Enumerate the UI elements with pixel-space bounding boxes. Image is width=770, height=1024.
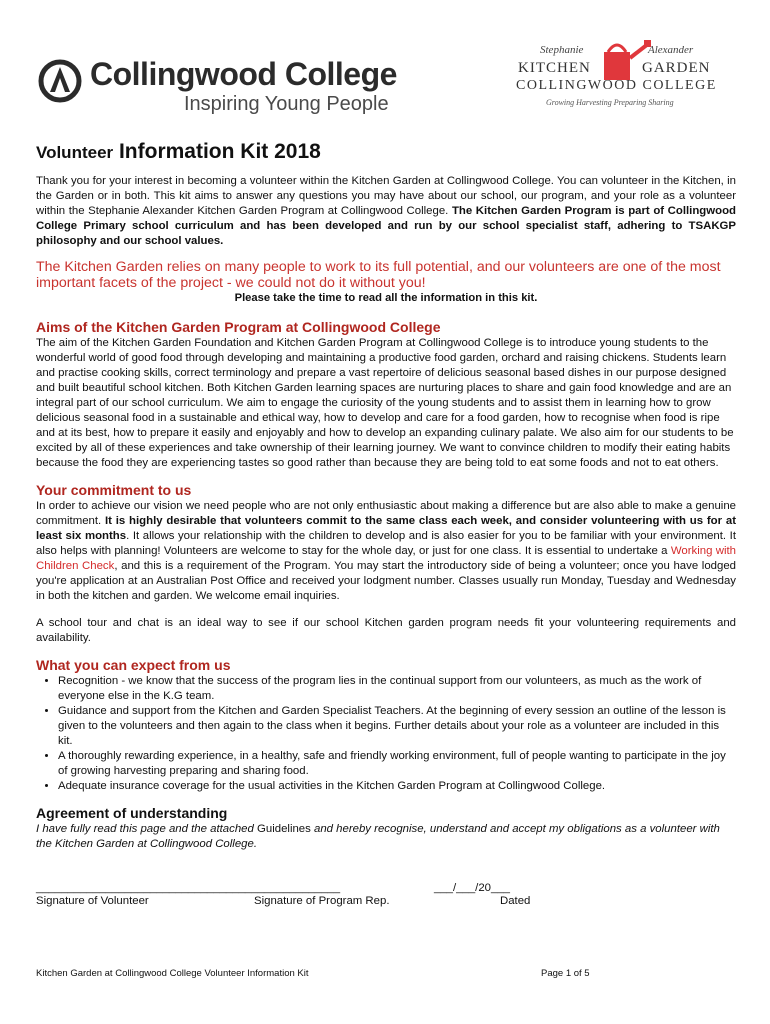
college-tagline: Inspiring Young People bbox=[184, 93, 389, 115]
aims-paragraph: The aim of the Kitchen Garden Foundation and Kitchen Garden Program at Collingwood College is to introduce young students to the wonderful world of good food through developing and maintaining a productive food garden, orchard and raising chickens. Students learn and practise cooking skills, correct terminology and prepare a vast repertoire of delicious seasonal based dishes in our purpose designed and built beautiful school kitchen. Both Kitchen Garden learning spaces are nurturing places to share and gain food knowledge and are an integral part of our school curriculum. We aim to engage the curiosity of the young students and to assist them in learning how to grow delicious seasonal food in a sustainable and ethical way, how to develop and care for a food garden, how to recognise when food is ripe and at its best, how to prepare it easily and enjoyably and how to develop an expanding culinary palate. We also aim for our students to be excited by all of these experiences and take ownership of their learning journey. We want to convince children to modify their eating habits because the food they are experiencing tastes so good rather than because they are being told to eat some foods and not to eat others. bbox=[36, 337, 734, 469]
kg-logo-motto: Growing Harvesting Preparing Sharing bbox=[546, 98, 674, 107]
highlight-statement: The Kitchen Garden relies on many people to work to its full potential, and our volunteers are one of the most important facets of the project - we could not do it without you! bbox=[36, 259, 721, 291]
aims-heading: Aims of the Kitchen Garden Program at Collingwood College bbox=[36, 319, 441, 335]
please-read-note: Please take the time to read all the information in this kit. bbox=[234, 292, 538, 304]
intro-text: Thank you for your interest in becoming a volunteer within the Kitchen Garden at Collingwood College. You can volunteer in the Kitchen, in the Garden or in both. This kit aims to answer any questions you may have about our school, our program, and your role as a volunteer within the Stephanie Alexander Kitchen Garden Program at Collingwood College. bbox=[36, 175, 736, 217]
kg-logo-garden: GARDEN bbox=[642, 60, 711, 76]
kg-logo-college: COLLINGWOOD COLLEGE bbox=[516, 78, 717, 93]
intro-bold: The Kitchen Garden Program is part of Collingwood College Primary school curriculum and has been developed and run by our school specialist staff, adhering to TSAKGP philosophy and our school values. bbox=[36, 205, 736, 247]
dated-label: Dated bbox=[500, 895, 531, 907]
signature-labels bbox=[36, 895, 736, 907]
signature-lines bbox=[36, 882, 736, 894]
document-body bbox=[36, 140, 736, 852]
list-item: • Adequate insurance coverage for the usual activities in the Kitchen Garden Program at Collingwood College. bbox=[58, 779, 736, 794]
title-volunteer: Volunteer bbox=[36, 143, 114, 162]
list-item: • A thoroughly rewarding experience, in a healthy, safe and friendly working environment, full of people wanting to participate in the joy of growing harvesting preparing and sharing food. bbox=[58, 749, 736, 779]
working-with-children-check-link[interactable]: Working with Children Check bbox=[36, 545, 736, 572]
signature-program-rep-label: Signature of Program Rep. bbox=[254, 895, 390, 907]
date-line[interactable]: ___/___/20___ bbox=[434, 882, 511, 894]
commitment-text-a: In order to achieve our vision we need people who are not only enthusiastic about making a difference but are also able to make a genuine commitment. bbox=[36, 500, 736, 527]
collingwood-emblem-icon bbox=[38, 58, 82, 104]
kg-logo-kitchen: KITCHEN bbox=[518, 60, 591, 76]
kg-logo-stephanie: Stephanie bbox=[540, 44, 584, 56]
agreement-heading: Agreement of understanding bbox=[36, 805, 228, 821]
title-rest: Information Kit 2018 bbox=[113, 140, 321, 163]
expect-heading: What you can expect from us bbox=[36, 657, 231, 673]
commitment-text-b: . It allows your relationship with the children to develop and is also easier for you to be familiar with your environment. It also helps with planning! Volunteers are welcome to stay for the whole day, or just for one class. It is essential to undertake a bbox=[36, 530, 736, 557]
list-item: • Guidance and support from the Kitchen and Garden Specialist Teachers. At the beginning of every session an outline of the lesson is given to the volunteers and then again to the class when it begins. Further details about your role as a volunteer are included in this kit. bbox=[58, 704, 736, 749]
signature-volunteer-label: Signature of Volunteer bbox=[36, 895, 149, 907]
agreement-text-a: I have fully read this page and the attached bbox=[36, 823, 258, 835]
agreement-text-c: and hereby recognise, understand and accept my obligations as a volunteer with the Kitchen Garden at Collingwood College. bbox=[36, 823, 720, 850]
kg-logo-alexander: Alexander bbox=[648, 44, 694, 56]
commitment-heading: Your commitment to us bbox=[36, 482, 192, 498]
intro-paragraph bbox=[36, 174, 736, 249]
expect-list bbox=[36, 674, 736, 794]
guidelines-text: Guidelines bbox=[257, 823, 311, 835]
commitment-bold: It is highly desirable that volunteers commit to the same class each week, and consider volunteering with us for at least six months bbox=[36, 515, 736, 542]
footer-title: Kitchen Garden at Collingwood College Volunteer Information Kit bbox=[36, 968, 309, 979]
page-title bbox=[36, 140, 736, 164]
page-number: Page 1 of 5 bbox=[541, 968, 590, 979]
school-tour-paragraph: A school tour and chat is an ideal way to see if our school Kitchen garden program needs fit your volunteering requirements and availability. bbox=[36, 617, 736, 644]
signature-line[interactable]: ________________________________________________ bbox=[36, 882, 341, 894]
college-name: Collingwood College bbox=[90, 56, 397, 92]
commitment-paragraph bbox=[36, 499, 736, 604]
collingwood-logo bbox=[38, 56, 398, 120]
commitment-text-c: , and this is a requirement of the Program. You may start the introductory side of being a volunteer; once you have lodged you're application at an Australian Post Office and received your lodgment number. Classes usually run Monday, Tuesday and Wednesday in both the kitchen and garden. We welcome email inquiries. bbox=[36, 560, 736, 602]
kitchen-garden-logo bbox=[514, 40, 734, 112]
agreement-paragraph bbox=[36, 822, 736, 852]
list-item: • Recognition - we know that the success of the program lies in the continual support from our volunteers, as much as the work of everyone else in the K.G team. bbox=[58, 674, 736, 704]
